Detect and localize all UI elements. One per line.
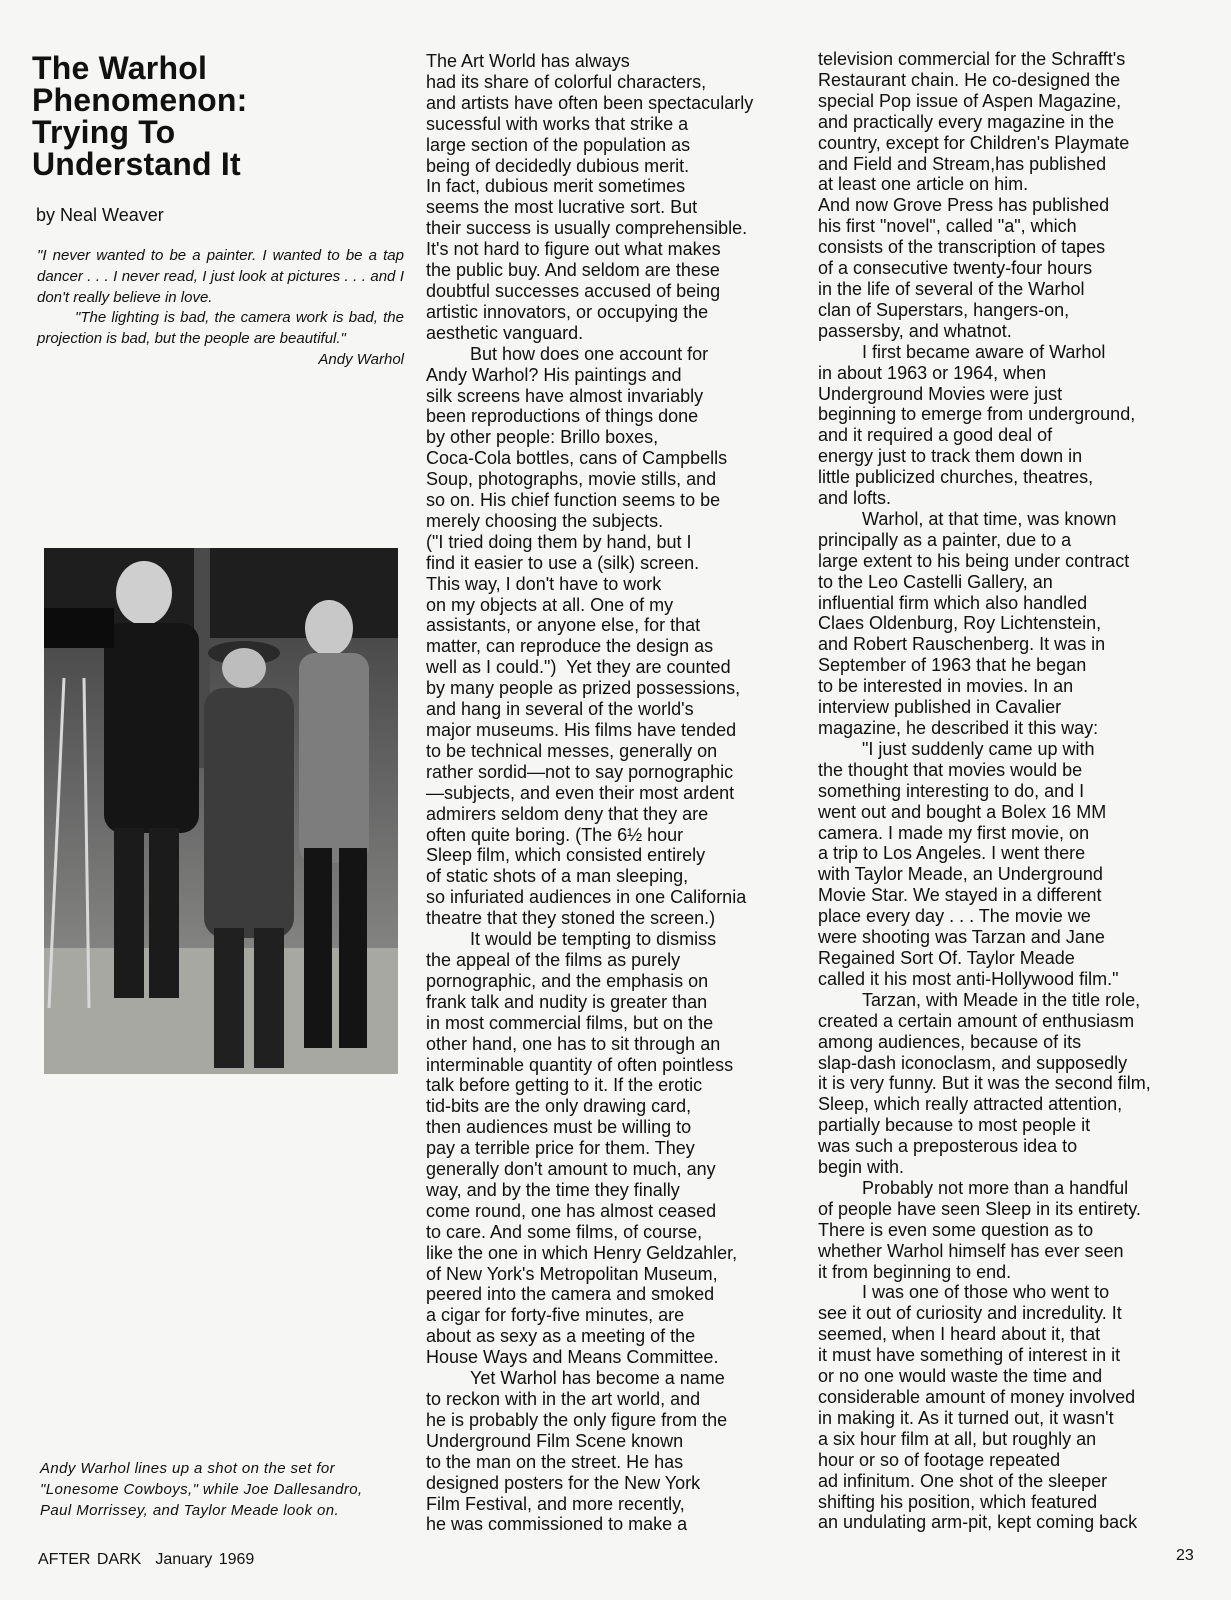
body-text-line: Soup, photographs, movie stills, and bbox=[426, 469, 717, 490]
body-text-line: and hang in several of the world's bbox=[426, 699, 694, 720]
body-text-line: And now Grove Press has published bbox=[818, 195, 1110, 216]
body-text-line: often quite boring. (The 6½ hour bbox=[426, 824, 684, 845]
publication-name: AFTER DARK bbox=[38, 1551, 142, 1568]
title-line: Phenomenon: bbox=[32, 82, 248, 118]
body-text-line: influential firm which also handled bbox=[818, 592, 1088, 613]
body-text-line: beginning to emerge from underground, bbox=[818, 404, 1136, 425]
body-text-line: Coca-Cola bottles, cans of Campbells bbox=[426, 448, 728, 469]
body-text-line: way, and by the time they finally bbox=[426, 1179, 680, 1200]
body-text-line: his first "novel", called "a", which bbox=[818, 216, 1077, 237]
body-text-line: pay a terrible price for them. They bbox=[426, 1138, 695, 1159]
column-2 bbox=[426, 51, 753, 1535]
body-text-line: being of decidedly dubious merit. bbox=[426, 155, 690, 176]
body-text-line: Claes Oldenburg, Roy Lichtenstein, bbox=[818, 613, 1102, 634]
body-text-line: seemed, when I heard about it, that bbox=[818, 1324, 1101, 1345]
body-text-line: principally as a painter, due to a bbox=[818, 529, 1072, 550]
body-text-line: clan of Superstars, hangers-on, bbox=[818, 299, 1070, 320]
body-text-line: see it out of curiosity and incredulity. It bbox=[818, 1303, 1122, 1324]
footer-publication bbox=[38, 1550, 254, 1570]
body-text-line: aesthetic vanguard. bbox=[426, 322, 584, 343]
body-text-line: large extent to his being under contract bbox=[818, 550, 1130, 571]
body-text-line: to care. And some films, of course, bbox=[426, 1221, 703, 1242]
body-text-line: of a consecutive twenty-four hours bbox=[818, 258, 1093, 279]
body-text-line: seems the most lucrative sort. But bbox=[426, 197, 698, 218]
body-text-line: to the man on the street. He has bbox=[426, 1451, 684, 1472]
body-text-line: the public buy. And seldom are these bbox=[426, 260, 720, 281]
body-text-line: In fact, dubious merit sometimes bbox=[426, 176, 686, 197]
body-text-line: I first became aware of Warhol bbox=[862, 341, 1106, 362]
epigraph-paragraph bbox=[37, 308, 404, 368]
body-text-line: a trip to Los Angeles. I went there bbox=[818, 843, 1086, 864]
body-text-line: artistic innovators, or occupying the bbox=[426, 301, 709, 322]
body-text-line: was such a preposterous idea to bbox=[818, 1136, 1078, 1157]
body-text-line: find it easier to use a (silk) screen. bbox=[426, 552, 700, 573]
body-text-line: special Pop issue of Aspen Magazine, bbox=[818, 90, 1122, 111]
body-text-line: interview published in Cavalier bbox=[818, 697, 1062, 718]
body-text-line: begin with. bbox=[818, 1157, 905, 1178]
body-text-line: he is probably the only figure from the bbox=[426, 1409, 728, 1430]
body-text-line: assistants, or anyone else, for that bbox=[426, 615, 701, 636]
body-text-line: frank talk and nudity is greater than bbox=[426, 991, 708, 1012]
body-text-line: television commercial for the Schrafft's bbox=[818, 49, 1126, 69]
body-text-line: in the life of several of the Warhol bbox=[818, 278, 1085, 299]
body-text-line: doubtful successes accused of being bbox=[426, 280, 721, 301]
body-text-line: Film Festival, and more recently, bbox=[426, 1493, 685, 1514]
body-text-line: it must have something of interest in it bbox=[818, 1345, 1121, 1366]
body-text-line: Yet Warhol has become a name bbox=[470, 1368, 725, 1389]
article-title bbox=[32, 52, 392, 180]
photo-caption: Andy Warhol lines up a shot on the set for "Lonesome Cowboys," while Joe Dallesandro, Paul Morrissey, and Taylor Meade look on. bbox=[40, 1460, 363, 1520]
body-text-line: of people have seen Sleep in its entirety. bbox=[818, 1198, 1141, 1219]
body-text-line: about as sexy as a meeting of the bbox=[426, 1326, 696, 1347]
body-text-line: Tarzan, with Meade in the title role, bbox=[862, 989, 1141, 1010]
body-text-line: Underground Film Scene known bbox=[426, 1430, 684, 1451]
body-text-line: the thought that movies would be bbox=[818, 759, 1083, 780]
body-text-line: partially because to most people it bbox=[818, 1115, 1091, 1136]
body-text-line: ad infinitum. One shot of the sleeper bbox=[818, 1470, 1108, 1491]
body-text-line: sucessful with works that strike a bbox=[426, 113, 689, 134]
body-text-line: hour or so of footage repeated bbox=[818, 1449, 1061, 1470]
byline: by Neal Weaver bbox=[36, 205, 164, 225]
body-text-line: and lofts. bbox=[818, 488, 892, 509]
epigraph-attribution: Andy Warhol bbox=[318, 350, 404, 368]
body-text-line: House Ways and Means Committee. bbox=[426, 1347, 719, 1368]
body-text-line: place every day . . . The movie we bbox=[818, 906, 1091, 927]
body-text-line: ("I tried doing them by hand, but I bbox=[426, 531, 692, 552]
title-line: The Warhol bbox=[32, 50, 208, 86]
body-text-line: and Field and Stream,has published bbox=[818, 153, 1107, 174]
body-text-line: Andy Warhol? His paintings and bbox=[426, 364, 682, 385]
body-text-line: he was commissioned to make a bbox=[426, 1514, 688, 1535]
body-text-line: admirers seldom deny that they are bbox=[426, 803, 709, 824]
body-text-line: so on. His chief function seems to be bbox=[426, 490, 721, 511]
body-text-line: and artists have often been spectacularly bbox=[426, 92, 754, 113]
body-text-line: something interesting to do, and I bbox=[818, 780, 1085, 801]
body-text-line: and Robert Rauschenberg. It was in bbox=[818, 634, 1106, 655]
body-text-line: in most commercial films, but on the bbox=[426, 1012, 714, 1033]
body-text-line: other hand, one has to sit through an bbox=[426, 1033, 721, 1054]
body-text-line: country, except for Children's Playmate bbox=[818, 132, 1130, 153]
body-text-line: among audiences, because of its bbox=[818, 1031, 1082, 1052]
body-text-line: called it his most anti-Hollywood film." bbox=[818, 968, 1119, 989]
body-text-line: been reproductions of things done bbox=[426, 406, 699, 427]
body-text-line: tid-bits are the only drawing card, bbox=[426, 1096, 692, 1117]
body-text-line: then audiences must be willing to bbox=[426, 1117, 692, 1138]
body-text-line: designed posters for the New York bbox=[426, 1472, 701, 1493]
epigraph-text: "The lighting is bad, the camera work is bad, the projection is bad, but the people are beautiful." bbox=[37, 309, 404, 348]
column-3 bbox=[818, 49, 1151, 1533]
body-text-line: Underground Movies were just bbox=[818, 383, 1063, 404]
title-line: Understand It bbox=[32, 146, 241, 182]
body-text-line: of New York's Metropolitan Museum, bbox=[426, 1263, 718, 1284]
body-text-line: September of 1963 that he began bbox=[818, 655, 1087, 676]
body-text-line: the appeal of the films as purely bbox=[426, 949, 681, 970]
body-text-line: Restaurant chain. He co-designed the bbox=[818, 69, 1121, 90]
body-text-line: of static shots of a man sleeping, bbox=[426, 866, 689, 887]
body-text-line: with Taylor Meade, an Underground bbox=[818, 864, 1103, 885]
body-text-line: The Art World has always bbox=[426, 51, 630, 71]
body-text-line: created a certain amount of enthusiasm bbox=[818, 1010, 1135, 1031]
body-text-line: silk screens have almost invariably bbox=[426, 385, 704, 406]
body-text-line: merely choosing the subjects. bbox=[426, 510, 664, 531]
body-text-line: come round, one has almost ceased bbox=[426, 1200, 717, 1221]
body-text-line: talk before getting to it. If the erotic bbox=[426, 1075, 703, 1096]
body-text-line: by other people: Brillo boxes, bbox=[426, 427, 659, 448]
body-text-line: so infuriated audiences in one California bbox=[426, 887, 747, 908]
body-text-line: It would be tempting to dismiss bbox=[470, 929, 717, 950]
issue-date: January 1969 bbox=[155, 1551, 255, 1568]
body-text-line: had its share of colorful characters, bbox=[426, 71, 707, 92]
body-text-line: shifting his position, which featured bbox=[818, 1491, 1098, 1512]
body-text-line: at least one article on him. bbox=[818, 174, 1029, 195]
body-text-line: on my objects at all. One of my bbox=[426, 594, 674, 615]
body-text-line: in making it. As it turned out, it wasn't bbox=[818, 1407, 1114, 1428]
body-text-line: major museums. His films have tended bbox=[426, 720, 737, 740]
body-text-line: Warhol, at that time, was known bbox=[862, 508, 1117, 529]
body-text-line: it is very funny. But it was the second film, bbox=[818, 1073, 1151, 1094]
body-text-line: by many people as prized possessions, bbox=[426, 678, 741, 699]
body-text-line: were shooting was Tarzan and Jane bbox=[818, 927, 1105, 948]
body-text-line: to the Leo Castelli Gallery, an bbox=[818, 571, 1053, 592]
body-text-line: to be interested in movies. In an bbox=[818, 676, 1074, 697]
body-text-line: Regained Sort Of. Taylor Meade bbox=[818, 947, 1075, 968]
body-text-line: rather sordid—not to say pornographic bbox=[426, 761, 734, 782]
body-text-line: well as I could.") Yet they are counted bbox=[426, 657, 731, 678]
body-text-line: it from beginning to end. bbox=[818, 1261, 1012, 1282]
body-text-line: whether Warhol himself has ever seen bbox=[818, 1240, 1124, 1261]
body-text-line: Movie Star. We stayed in a different bbox=[818, 885, 1102, 906]
body-text-line: "I just suddenly came up with bbox=[862, 738, 1095, 759]
epigraph-quote bbox=[37, 246, 404, 371]
body-text-line: went out and bought a Bolex 16 MM bbox=[818, 801, 1107, 822]
body-text-line: It's not hard to figure out what makes bbox=[426, 239, 721, 260]
body-text-line: an undulating arm-pit, kept coming back bbox=[818, 1512, 1138, 1533]
body-text-line: slap-dash iconoclasm, and supposedly bbox=[818, 1052, 1128, 1073]
body-text-line: matter, can reproduce the design as bbox=[426, 636, 714, 657]
body-text-line: Probably not more than a handful bbox=[862, 1177, 1129, 1198]
body-text-line: consists of the transcription of tapes bbox=[818, 237, 1106, 258]
body-text-line: little publicized churches, theatres, bbox=[818, 467, 1094, 488]
body-text-line: large section of the population as bbox=[426, 134, 691, 155]
body-text-line: or no one would waste the time and bbox=[818, 1366, 1103, 1387]
body-text-line: But how does one account for bbox=[470, 343, 709, 364]
body-text-line: peered into the camera and smoked bbox=[426, 1284, 715, 1305]
body-text-line: I was one of those who went to bbox=[862, 1282, 1110, 1303]
body-text-line: their success is usually comprehensible. bbox=[426, 218, 748, 239]
body-text-line: like the one in which Henry Geldzahler, bbox=[426, 1242, 738, 1263]
epigraph-paragraph: "I never wanted to be a painter. I wanted to be a tap dancer . . . I never read, I just look at pictures . . . and I don't really believe in love. bbox=[37, 247, 404, 306]
body-text-line: energy just to track them down in bbox=[818, 446, 1083, 467]
body-text-line: Sleep, which really attracted attention, bbox=[818, 1094, 1123, 1115]
body-text-line: passersby, and whatnot. bbox=[818, 320, 1012, 341]
body-text-line: and practically every magazine in the bbox=[818, 111, 1115, 132]
body-text-line: in about 1963 or 1964, when bbox=[818, 362, 1047, 383]
body-text-line: considerable amount of money involved bbox=[818, 1387, 1136, 1407]
body-text-line: theatre that they stoned the screen.) bbox=[426, 908, 716, 929]
body-text-line: pornographic, and the emphasis on bbox=[426, 970, 709, 991]
body-text-line: and it required a good deal of bbox=[818, 425, 1053, 446]
body-text-line: magazine, he described it this way: bbox=[818, 718, 1099, 738]
title-line: Trying To bbox=[32, 114, 176, 150]
body-text-line: generally don't amount to much, any bbox=[426, 1159, 716, 1180]
article-photo bbox=[44, 548, 398, 1074]
body-text-line: to be technical messes, generally on bbox=[426, 740, 718, 761]
body-text-line: interminable quantity of often pointless bbox=[426, 1054, 734, 1075]
body-text-line: There is even some question as to bbox=[818, 1219, 1094, 1240]
body-text-line: a six hour film at all, but roughly an bbox=[818, 1428, 1097, 1449]
body-text-line: a cigar for forty-five minutes, are bbox=[426, 1305, 685, 1326]
body-text-line: camera. I made my first movie, on bbox=[818, 822, 1090, 843]
body-text-line: —subjects, and even their most ardent bbox=[426, 782, 735, 803]
page-number: 23 bbox=[1176, 1547, 1194, 1564]
body-text-line: to reckon with in the art world, and bbox=[426, 1389, 701, 1409]
body-text-line: This way, I don't have to work bbox=[426, 573, 662, 594]
body-text-line: Sleep film, which consisted entirely bbox=[426, 845, 706, 866]
film-set-photo-illustration bbox=[44, 548, 398, 1074]
